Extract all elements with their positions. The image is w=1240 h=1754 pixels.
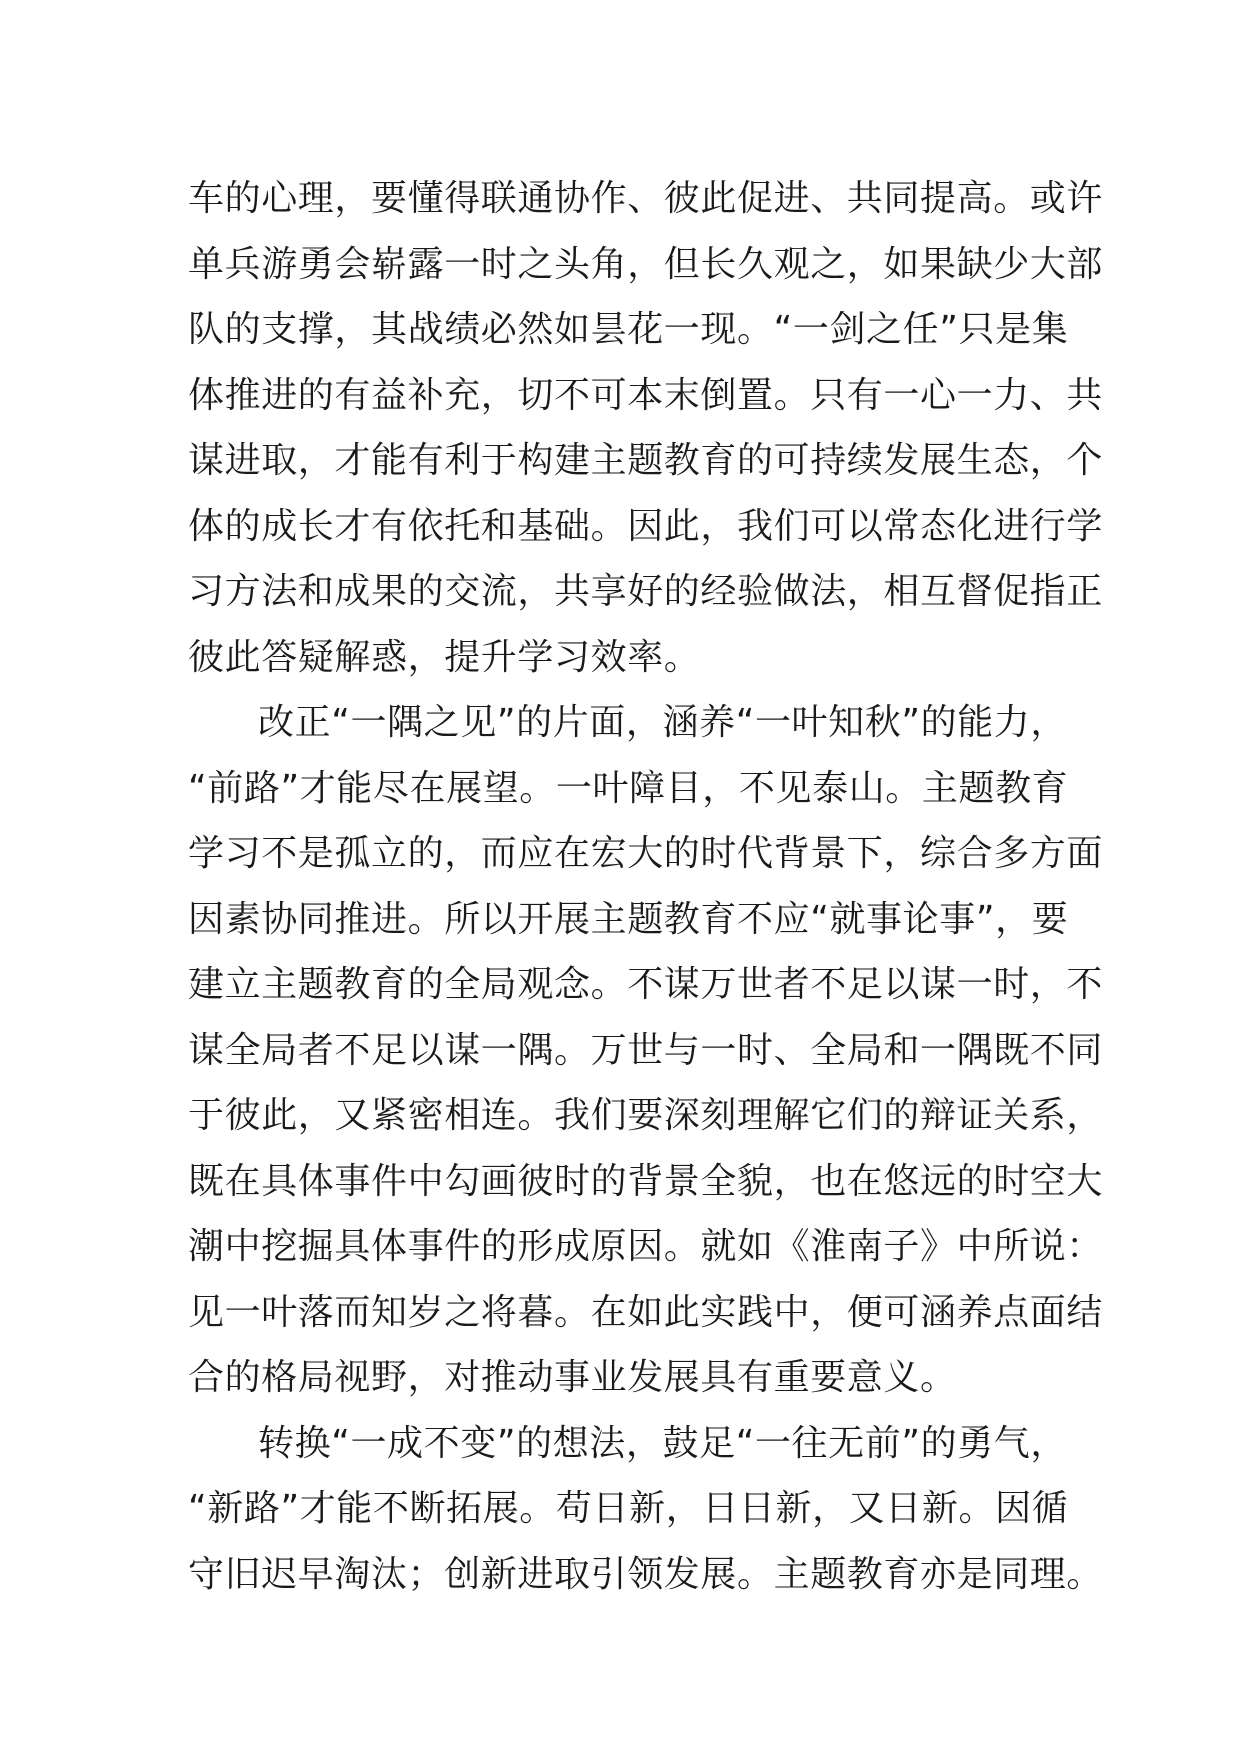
paragraph-3-line-1: 转换“一成不变”的想法，鼓足“一往无前”的勇气， [258,1422,1068,1464]
paragraph-2-line-5: 建立主题教育的全局观念。不谋万世者不足以谋一时，不 [188,964,1104,1005]
paragraph-1-line-6: 体的成长才有依托和基础。因此，我们可以常态化进行学 [188,505,1104,547]
paragraph-1-line-5: 谋进取，才能有利于构建主题教育的可持续发展生态，个 [188,440,1104,481]
paragraph-2-line-3: 学习不是孤立的，而应在宏大的时代背景下，综合多方面 [188,833,1104,874]
paragraph-1-line-4: 体推进的有益补充，切不可本末倒置。只有一心一力、共 [188,374,1104,416]
paragraph-2-line-4: 因素协同推进。所以开展主题教育不应“就事论事”，要 [188,898,1069,940]
paragraph-3-line-3: 守旧迟早淘汰；创新进取引领发展。主题教育亦是同理。 [188,1553,1104,1595]
paragraph-1-line-8: 彼此答疑解惑，提升学习效率。 [188,636,701,678]
paragraph-2-line-10: 见一叶落而知岁之将暮。在如此实践中，便可涵养点面结 [188,1291,1104,1333]
paragraph-1-line-3: 队的支撑，其战绩必然如昙花一现。“一剑之任”只是集 [188,309,1069,350]
paragraph-1-line-1: 车的心理，要懂得联通协作、彼此促进、共同提高。或许 [188,178,1104,219]
paragraph-3-line-2: “新路”才能不断拓展。苟日新，日日新，又日新。因循 [188,1488,1069,1529]
document-body [188,166,1104,1607]
paragraph-2-line-8: 既在具体事件中勾画彼时的背景全貌，也在悠远的时空大 [188,1160,1104,1202]
paragraph-2-line-1: 改正“一隅之见”的片面，涵养“一叶知秋”的能力， [258,702,1068,743]
paragraph-1-line-7: 习方法和成果的交流，共享好的经验做法，相互督促指正 [188,571,1104,612]
paragraph-2-line-11: 合的格局视野，对推动事业发展具有重要意义。 [188,1357,957,1398]
paragraph-2-line-6: 谋全局者不足以谋一隅。万世与一时、全局和一隅既不同 [188,1029,1104,1071]
paragraph-2-line-7: 于彼此，又紧密相连。我们要深刻理解它们的辩证关系， [188,1095,1104,1136]
paragraph-2-line-9: 潮中挖掘具体事件的形成原因。就如《淮南子》中所说： [188,1226,1104,1267]
paragraph-2-line-2: “前路”才能尽在展望。一叶障目，不见泰山。主题教育 [188,767,1069,809]
paragraph-1-line-2: 单兵游勇会崭露一时之头角，但长久观之，如果缺少大部 [188,243,1104,285]
